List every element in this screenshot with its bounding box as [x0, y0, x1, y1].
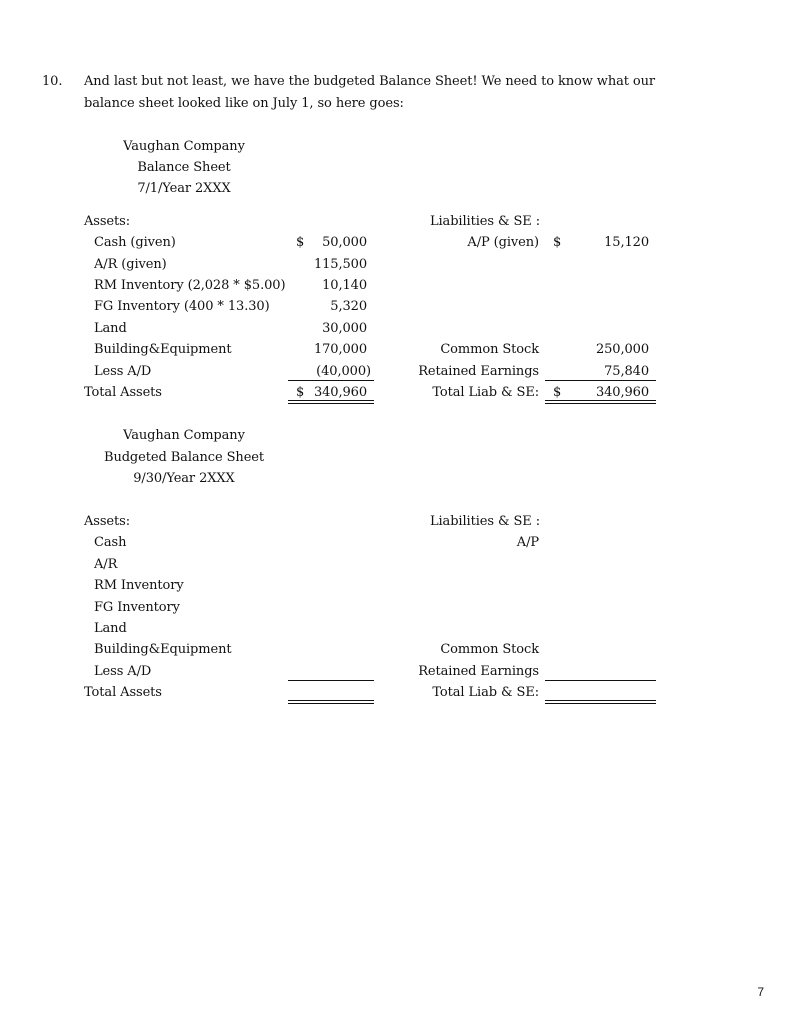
- sheet1-date: 7/1/Year 2XXX: [137, 181, 231, 196]
- sheet1-total-liab-value: 340,960: [595, 385, 649, 400]
- sheet1-asset-value: 50,000: [322, 235, 367, 250]
- sheet2-common-stock-label: Common Stock: [440, 642, 539, 657]
- sheet1-ap-label: A/P (given): [467, 235, 539, 250]
- sheet2-assets-subtotal-rule: [288, 680, 374, 681]
- sheet1-retained-earnings-value: 75,840: [604, 364, 649, 379]
- sheet2-retained-earnings-label: Retained Earnings: [418, 664, 539, 679]
- sheet1-assets-subtotal-rule: [288, 380, 374, 381]
- sheet1-total-liab-double-rule: [545, 400, 656, 404]
- sheet1-total-liab-dollar: $: [553, 385, 562, 400]
- sheet1-ap-dollar: $: [553, 235, 562, 250]
- sheet1-asset-label: Building&Equipment: [94, 342, 232, 357]
- sheet1-common-stock-label: Common Stock: [440, 342, 539, 357]
- sheet2-ap-label: A/P: [516, 535, 539, 550]
- sheet1-asset-label: Land: [94, 321, 127, 336]
- sheet2-title: Budgeted Balance Sheet: [103, 450, 264, 465]
- sheet2-asset-label: Land: [94, 621, 127, 636]
- sheet2-liab-subtotal-rule: [545, 680, 656, 681]
- sheet2-asset-label: FG Inventory: [94, 600, 180, 615]
- sheet1-liab-heading: Liabilities & SE :: [429, 214, 540, 229]
- sheet1-asset-dollar: $: [296, 235, 305, 250]
- sheet1-retained-earnings-label: Retained Earnings: [418, 364, 539, 379]
- sheet1-liab-subtotal-rule: [545, 380, 656, 381]
- sheet2-total-assets-double-rule: [288, 700, 374, 704]
- sheet1-total-assets-double-rule: [288, 400, 374, 404]
- sheet2-company: Vaughan Company: [123, 428, 245, 443]
- sheet1-ap-value: 15,120: [604, 235, 649, 250]
- sheet1-asset-value: (40,000): [316, 364, 371, 379]
- sheet1-asset-value: 170,000: [313, 342, 367, 357]
- sheet2-asset-label: Cash: [94, 535, 127, 550]
- sheet1-common-stock-value: 250,000: [595, 342, 649, 357]
- intro-line-2: balance sheet looked like on July 1, so here goes:: [84, 96, 404, 111]
- sheet2-asset-label: Building&Equipment: [94, 642, 232, 657]
- sheet1-asset-value: 115,500: [313, 257, 367, 272]
- sheet2-total-liab-double-rule: [545, 700, 656, 704]
- intro-line-1: And last but not least, we have the budgeted Balance Sheet! We need to know what our: [84, 74, 656, 89]
- sheet1-assets-heading: Assets:: [84, 214, 130, 229]
- sheet2-assets-heading: Assets:: [84, 514, 130, 529]
- sheet1-asset-label: Less A/D: [94, 364, 152, 379]
- sheet2-asset-label: RM Inventory: [94, 578, 184, 593]
- sheet1-total-assets-value: 340,960: [313, 385, 367, 400]
- sheet2-date: 9/30/Year 2XXX: [133, 471, 235, 486]
- page-number: 7: [757, 985, 764, 999]
- sheet1-asset-label: A/R (given): [94, 257, 167, 272]
- sheet1-total-assets-dollar: $: [296, 385, 305, 400]
- sheet1-asset-value: 5,320: [330, 299, 367, 314]
- sheet2-total-assets-label: Total Assets: [84, 685, 162, 700]
- sheet1-title: Balance Sheet: [137, 160, 231, 175]
- sheet1-total-assets-label: Total Assets: [84, 385, 162, 400]
- sheet2-total-liab-label: Total Liab & SE:: [432, 685, 539, 700]
- item-number: 10.: [42, 74, 63, 89]
- sheet1-asset-label: Cash (given): [94, 235, 176, 250]
- sheet1-asset-label: FG Inventory (400 * 13.30): [94, 299, 270, 314]
- sheet1-asset-label: RM Inventory (2,028 * $5.00): [94, 278, 286, 293]
- sheet1-asset-value: 30,000: [322, 321, 367, 336]
- sheet1-total-liab-label: Total Liab & SE:: [432, 385, 539, 400]
- sheet1-company: Vaughan Company: [123, 139, 245, 154]
- sheet2-liab-heading: Liabilities & SE :: [429, 514, 540, 529]
- sheet1-asset-value: 10,140: [322, 278, 367, 293]
- sheet2-asset-label: Less A/D: [94, 664, 152, 679]
- sheet2-asset-label: A/R: [94, 557, 118, 572]
